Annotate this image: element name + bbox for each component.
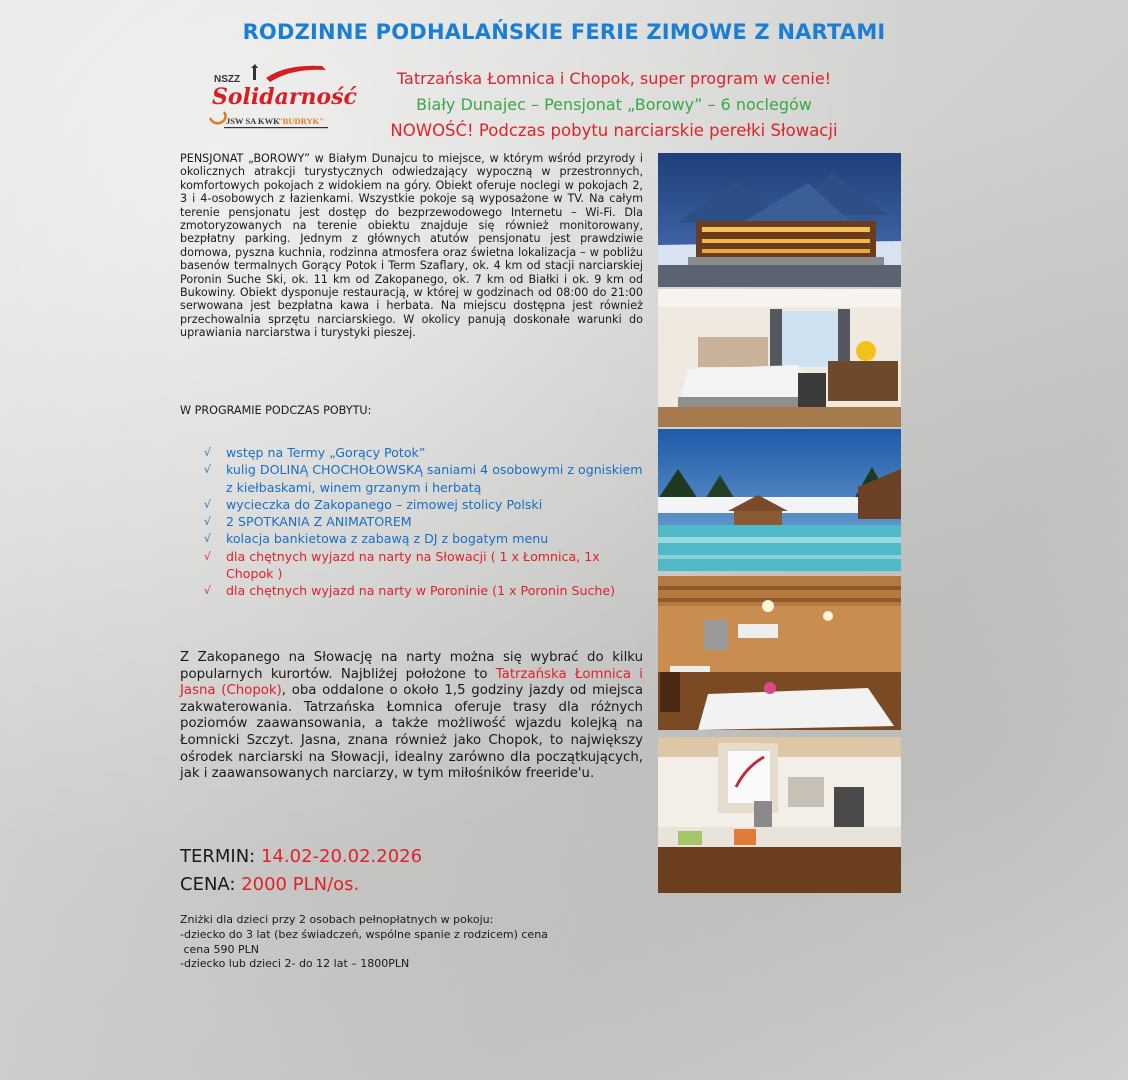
logo-org-main: Solidarność (212, 84, 357, 110)
check-icon: √ (204, 446, 212, 459)
program-heading: W PROGRAMIE PODCZAS POBYTU: (180, 404, 372, 417)
program-item: √ 2 SPOTKANIA Z ANIMATOREM (204, 514, 412, 530)
check-icon: √ (204, 549, 212, 563)
check-icon: √ (204, 532, 212, 546)
child-discounts: Zniżki dla dzieci przy 2 osobach pełnopłatnych w pokoju: -dziecko do 3 lat (bez świadczeń, wspólne spanie z rodzicem) cena cena 590 PLN -dziecko lub dzieci 2- do 12 lat – 1800PLN (180, 913, 548, 971)
subtitles (340, 66, 888, 144)
resorts-highlight: Tatrzańska Łomnica i Jasna (Chopok) (180, 666, 644, 699)
dates-and-price (180, 843, 422, 899)
termin-value: 14.02-20.02.2026 (260, 846, 423, 867)
price-row (180, 871, 422, 899)
solidarnosc-logo (196, 62, 357, 140)
program-item: √ dla chętnych wyjazd na narty na Słowacji ( 1 x Łomnica, 1x Chopok ) (204, 548, 600, 582)
photo-restaurant (658, 576, 901, 730)
subtitle-new: NOWOŚĆ! Podczas pobytu narciarskie perełki Słowacji (390, 121, 838, 140)
program-list (200, 444, 645, 600)
program-item: √ kolacja bankietowa z zabawą z DJ z bogatym menu (204, 531, 549, 547)
logo-strap-name: "BUDRYK" (278, 116, 324, 126)
termin-label: TERMIN: (180, 846, 256, 867)
photo-hotel-exterior (658, 153, 901, 287)
photo-hotel-room (658, 289, 901, 427)
price-value: 2000 PLN/os. (241, 874, 360, 895)
price-label: CENA: (180, 874, 236, 895)
photo-thermal-pools (658, 429, 901, 571)
subtitle-destinations: Tatrzańska Łomnica i Chopok, super program w cenie! (396, 69, 832, 88)
program-item: √ kulig DOLINĄ CHOCHOŁOWSKĄ saniami 4 osobowymi z ogniskiem z kiełbaskami, winem grzanym i herbatą (204, 462, 643, 495)
hotel-description: PENSJONAT „BOROWY” w Białym Dunajcu to miejsce, w którym wśród przyrody i okolicznych atrakcji turystycznych odwiedzający wypoczną w przestronnych, komfortowych pokojach z widokiem na góry. Obiekt oferuje noclegi w pokojach 2, 3 i 4-osobowych z łazienkami. Wszystkie pokoje są wyposażone w TV. Na całym terenie pensjonatu jest dostęp do bezprzewodowego Internetu – Wi-Fi. Dla zmotoryzowanych na terenie obiektu znajduje się również monitorowany, bezpłatny parking. Jednym z głównych atutów pensjonatu jest prawdziwie domowa, pyszna kuchnia, rodzinna atmosfera oraz świetna lokalizacja – w pobliżu basenów termalnych Gorący Potok i Term Szaflary, ok. 4 km od stacji narciarskiej Poronin Suche Ski, ok. 11 km od Zakopanego, ok. 7 km od Białki i ok. 9 km od Bukowiny. Obiekt dysponuje restauracją, w której w godzinach od 08:00 do 21:00 serwowana jest bezpłatna kawa i herbata. Na miejscu dostępna jest również przechowalnia sprzętu narciarskiego. W okolicy panują doskonałe warunki do uprawiania narciarstwa i turystyki pieszej. (180, 152, 643, 340)
slovakia-paragraph: Z Zakopanego na Słowację na narty można się wybrać do kilku popularnych kurortów. Najbliżej położone to Tatrzańska Łomnica i Jasna (Chopok), oba oddalone o około 1,5 godziny jazdy od miejsca zakwaterowania. Tatrzańska Łomnica oferuje trasy dla różnych poziomów zaawansowania, a także możliwość wjazdu kolejką na Łomnicki Szczyt. Jasna, znana również jako Chopok, to największy ośrodek narciarski na Słowacji, idealny zarówno dla początkujących, jak i zaawansowanych narciarzy, w tym miłośników freeride'u. (180, 650, 644, 782)
check-icon: √ (204, 463, 212, 477)
termin-row (180, 843, 422, 871)
subtitle-accommodation: Biały Dunajec – Pensjonat „Borowy” – 6 noclegów (416, 95, 812, 114)
check-icon: √ (204, 515, 212, 529)
check-icon: √ (204, 497, 212, 511)
page-title: RODZINNE PODHALAŃSKIE FERIE ZIMOWE Z NARTAMI (242, 20, 886, 44)
check-icon: √ (204, 584, 212, 598)
program-item: √ dla chętnych wyjazd na narty w Poroninie (1 x Poronin Suche) (204, 583, 616, 599)
program-item: √ wstęp na Termy „Gorący Potok” (204, 445, 426, 460)
logo-strap: JSW SA KWK (226, 116, 280, 126)
photo-breakfast-buffet (658, 737, 901, 893)
logo-org-small: NSZZ (214, 74, 241, 85)
program-item: √ wycieczka do Zakopanego – zimowej stolicy Polski (204, 496, 543, 512)
